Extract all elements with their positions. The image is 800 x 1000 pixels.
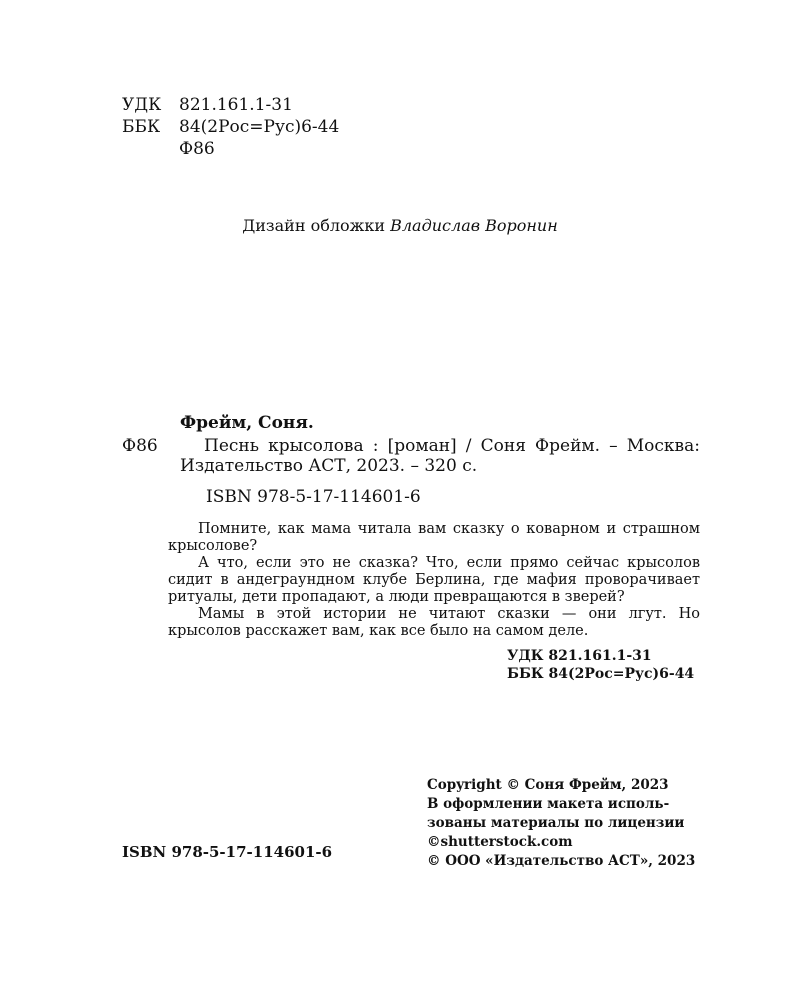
annotation-paragraph: Помните, как мама читала вам сказку о коварном и страшном крысолове? (168, 521, 700, 554)
bottom-isbn: ISBN 978-5-17-114601-6 (122, 843, 333, 861)
record-author: Фрейм, Соня. (180, 413, 314, 433)
record-isbn: ISBN 978-5-17-114601-6 (206, 487, 421, 507)
bbk-row (122, 116, 339, 138)
copyright-line: зованы материалы по лицензии (427, 815, 685, 831)
annotation-bbk: ББК 84(2Рос=Рус)6-44 (507, 666, 695, 682)
copyright-line: Copyright © Соня Фрейм, 2023 (427, 777, 669, 793)
udk-row (122, 94, 339, 116)
designer-name: Владислав Воронин (390, 216, 558, 235)
annotation-paragraph: Мамы в этой истории не читают сказки — они лгут. Но крысолов расскажет вам, как все было на самом деле. (168, 606, 700, 639)
cover-designer-credit (0, 216, 800, 235)
copyright-block (427, 776, 707, 871)
author-code: Ф86 (179, 139, 215, 159)
udk-value: 821.161.1-31 (179, 95, 293, 115)
designer-prefix: Дизайн обложки (242, 216, 386, 235)
copyright-line: ©shutterstock.com (427, 834, 573, 850)
annotation-paragraph: А что, если это не сказка? Что, если прямо сейчас крысолов сидит в андеграундном клубе Берлина, где мафия проворачивает ритуалы, дети пропадают, а люди превращаются в зверей? (168, 555, 700, 605)
annotation-classification (507, 647, 694, 683)
bbk-label: ББК (122, 117, 161, 137)
author-code-row (122, 138, 339, 160)
copyright-line: © ООО «Издательство АСТ», 2023 (427, 853, 696, 869)
classification-codes (122, 94, 339, 160)
record-author-code: Ф86 (122, 436, 158, 456)
annotation (168, 521, 700, 640)
annotation-udk: УДК 821.161.1-31 (507, 648, 652, 664)
udk-label: УДК (122, 95, 162, 115)
bbk-value: 84(2Рос=Рус)6-44 (179, 117, 340, 137)
record-title: Песнь крысолова : [роман] / Соня Фрейм. – Москва: Издательство АСТ, 2023. – 320 с. (180, 436, 700, 476)
copyright-line: В оформлении макета исполь- (427, 796, 670, 812)
